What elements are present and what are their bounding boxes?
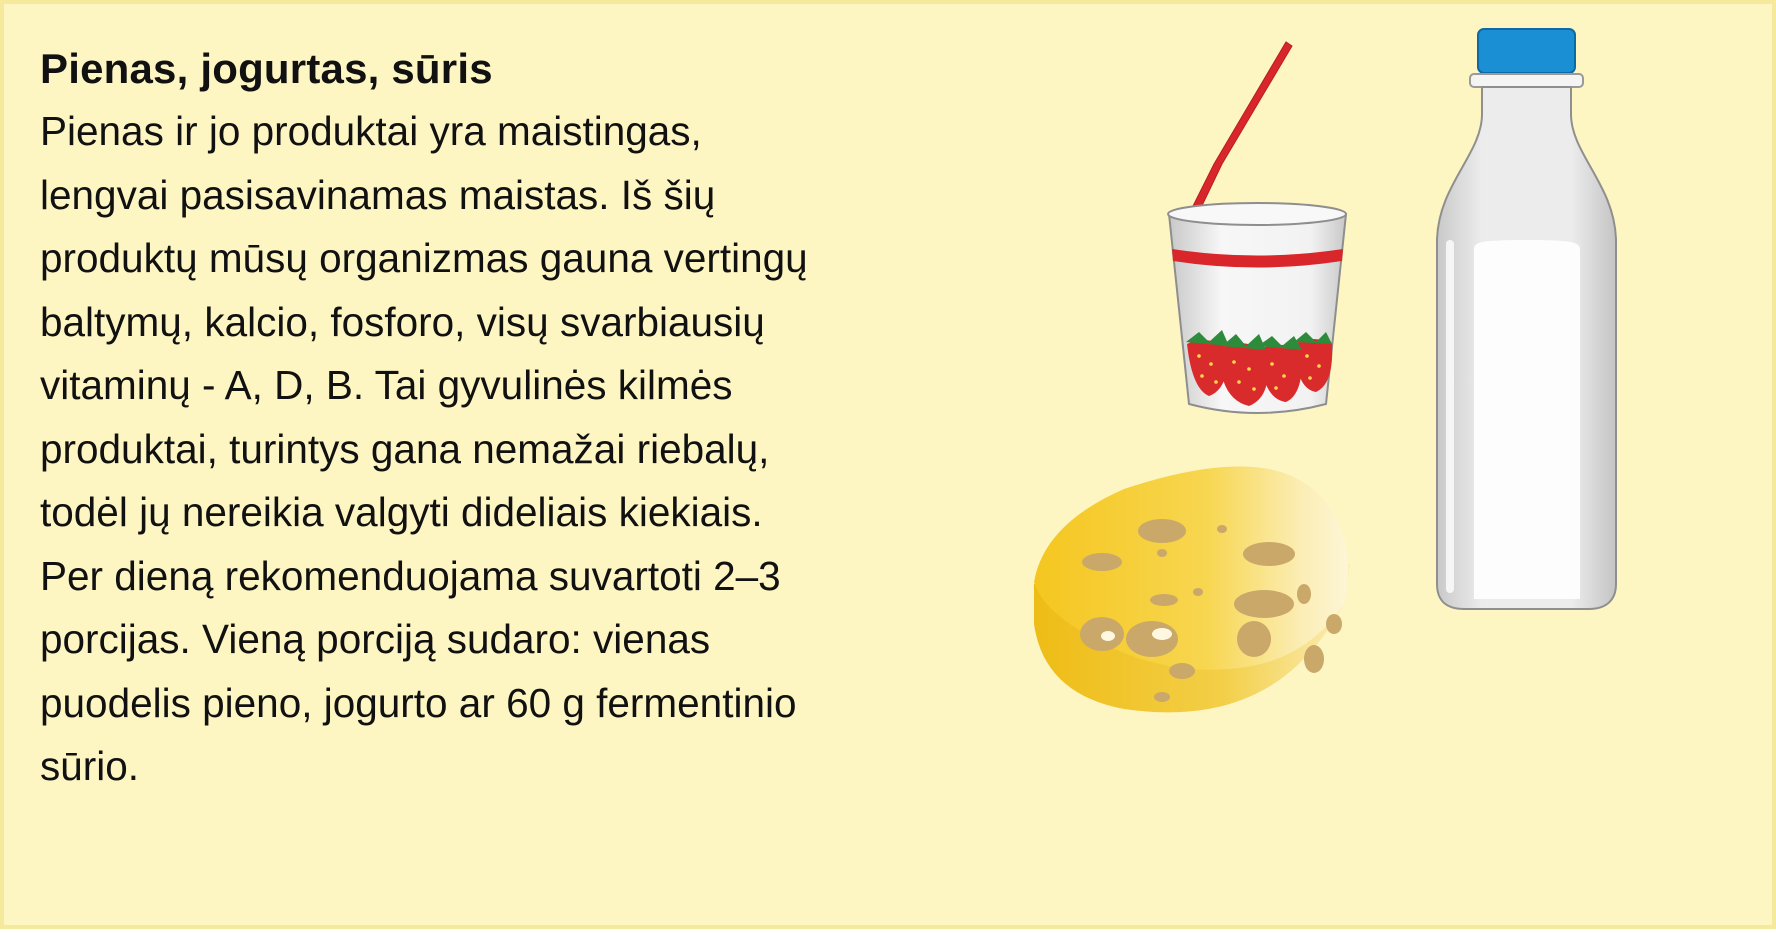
body-line: baltymų, kalcio, fosforo, visų svarbiausių <box>40 298 765 345</box>
milk-bottle-icon <box>1437 29 1616 609</box>
body-line: produktai, turintys gana nemažai riebalų, <box>40 425 770 472</box>
body-line: Pienas ir jo produktai yra maistingas, <box>40 108 702 154</box>
yogurt-cup-icon <box>1168 42 1346 413</box>
body-line: produktų mūsų organizmas gauna vertingų <box>40 235 808 281</box>
body-line: vitaminų - A, D, B. Tai gyvulinės kilmės <box>40 362 733 408</box>
body-line: todėl jų nereikia valgyti dideliais kiekiais. <box>40 489 763 535</box>
dairy-illustration <box>4 4 1776 933</box>
body-line: puodelis pieno, jogurto ar 60 g fermentinio <box>40 679 797 726</box>
body-line: Per dieną rekomenduojama suvartoti 2–3 <box>40 552 781 599</box>
body-line: lengvai pasisavinamas maistas. Iš šių <box>40 171 716 218</box>
body-line: sūrio. <box>40 743 140 789</box>
cheese-icon <box>1034 467 1350 713</box>
body-line: porcijas. Vieną porciją sudaro: vienas <box>40 616 711 662</box>
card-title: Pienas, jogurtas, sūris <box>40 45 493 92</box>
